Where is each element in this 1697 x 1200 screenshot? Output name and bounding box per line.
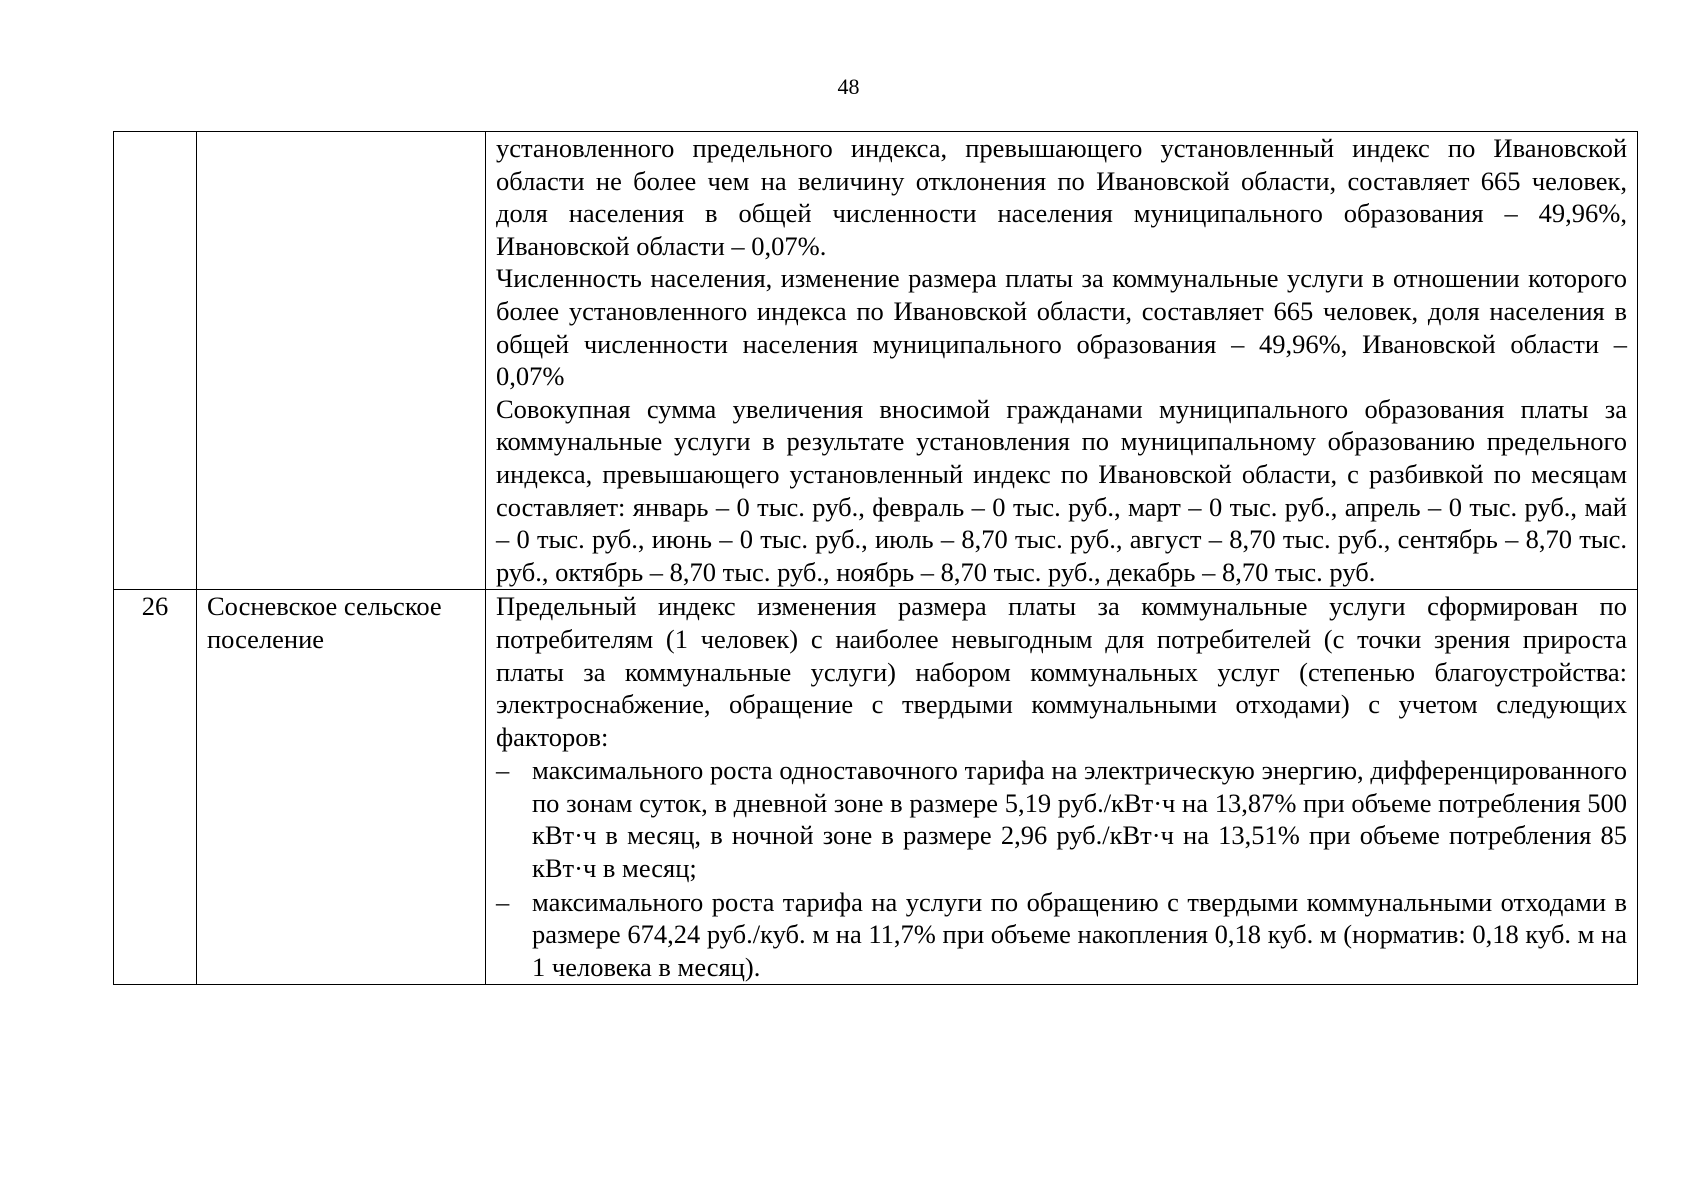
municipality-name-cell — [197, 132, 486, 590]
description-cell — [486, 132, 1638, 590]
row-number-cell — [114, 132, 197, 590]
dash-bullet: – — [496, 886, 510, 917]
document-table — [113, 131, 1638, 985]
description-intro: Предельный индекс изменения размера платы за коммунальные услуги сформирован по потребителям (1 человек) с наиболее невыгодным для потребителей (с точки зрения прироста платы за коммунальные услуги) набором коммунальных услуг (степенью благоустройства: электроснабжение, обращение с твердыми коммунальными отходами) с учетом следующих факторов: — [496, 591, 1627, 752]
table-row — [114, 590, 1638, 985]
list-item-text: максимального роста тарифа на услуги по обращению с твердыми коммунальными отходами в размере 674,24 руб./куб. м на 11,7% при объеме накопления 0,18 куб. м (норматив: 0,18 куб. м на 1 человека в месяц). — [532, 886, 1627, 982]
page-number: 48 — [837, 74, 860, 99]
list-item — [496, 754, 1627, 884]
description-cell — [486, 590, 1638, 985]
description-paragraph: Совокупная сумма увеличения вносимой гражданами муниципального образования платы за коммунальные услуги в результате установления по муниципальному образованию предельного индекса, превышающего установленный индекс по Ивановской области, с разбивкой по месяцам составляет: январь – 0 тыс. руб., февраль – 0 тыс. руб., март – 0 тыс. руб., апрель – 0 тыс. руб., май – 0 тыс. руб., июнь – 0 тыс. руб., июль – 8,70 тыс. руб., август – 8,70 тыс. руб., сентябрь – 8,70 тыс. руб., октябрь – 8,70 тыс. руб., ноябрь – 8,70 тыс. руб., декабрь – 8,70 тыс. руб. — [496, 393, 1627, 587]
row-number-cell: 26 — [114, 590, 197, 985]
table-row — [114, 132, 1638, 590]
description-paragraph: Численность населения, изменение размера платы за коммунальные услуги в отношении которого более установленного индекса по Ивановской области, составляет 665 человек, доля населения в общей численности населения муниципального образования – 49,96%, Ивановской области – 0,07% — [496, 263, 1627, 392]
dash-bullet: – — [496, 755, 510, 786]
list-item — [496, 886, 1627, 984]
municipality-name-cell: Сосневское сельское поселение — [197, 590, 486, 985]
list-item-text: максимального роста одноставочного тарифа на электрическую энергию, дифференцированного по зонам суток, в дневной зоне в размере 5,19 руб./кВт·ч на 13,87% при объеме потребления 500 кВт·ч в месяц, в ночной зоне в размере 2,96 руб./кВт·ч на 13,51% при объеме потребления 85 кВт·ч в месяц; — [532, 755, 1627, 884]
description-paragraph: установленного предельного индекса, превышающего установленный индекс по Ивановской области не более чем на величину отклонения по Ивановской области, составляет 665 человек, доля населения в общей численности населения муниципального образования – 49,96%, Ивановской области – 0,07%. — [496, 133, 1627, 261]
